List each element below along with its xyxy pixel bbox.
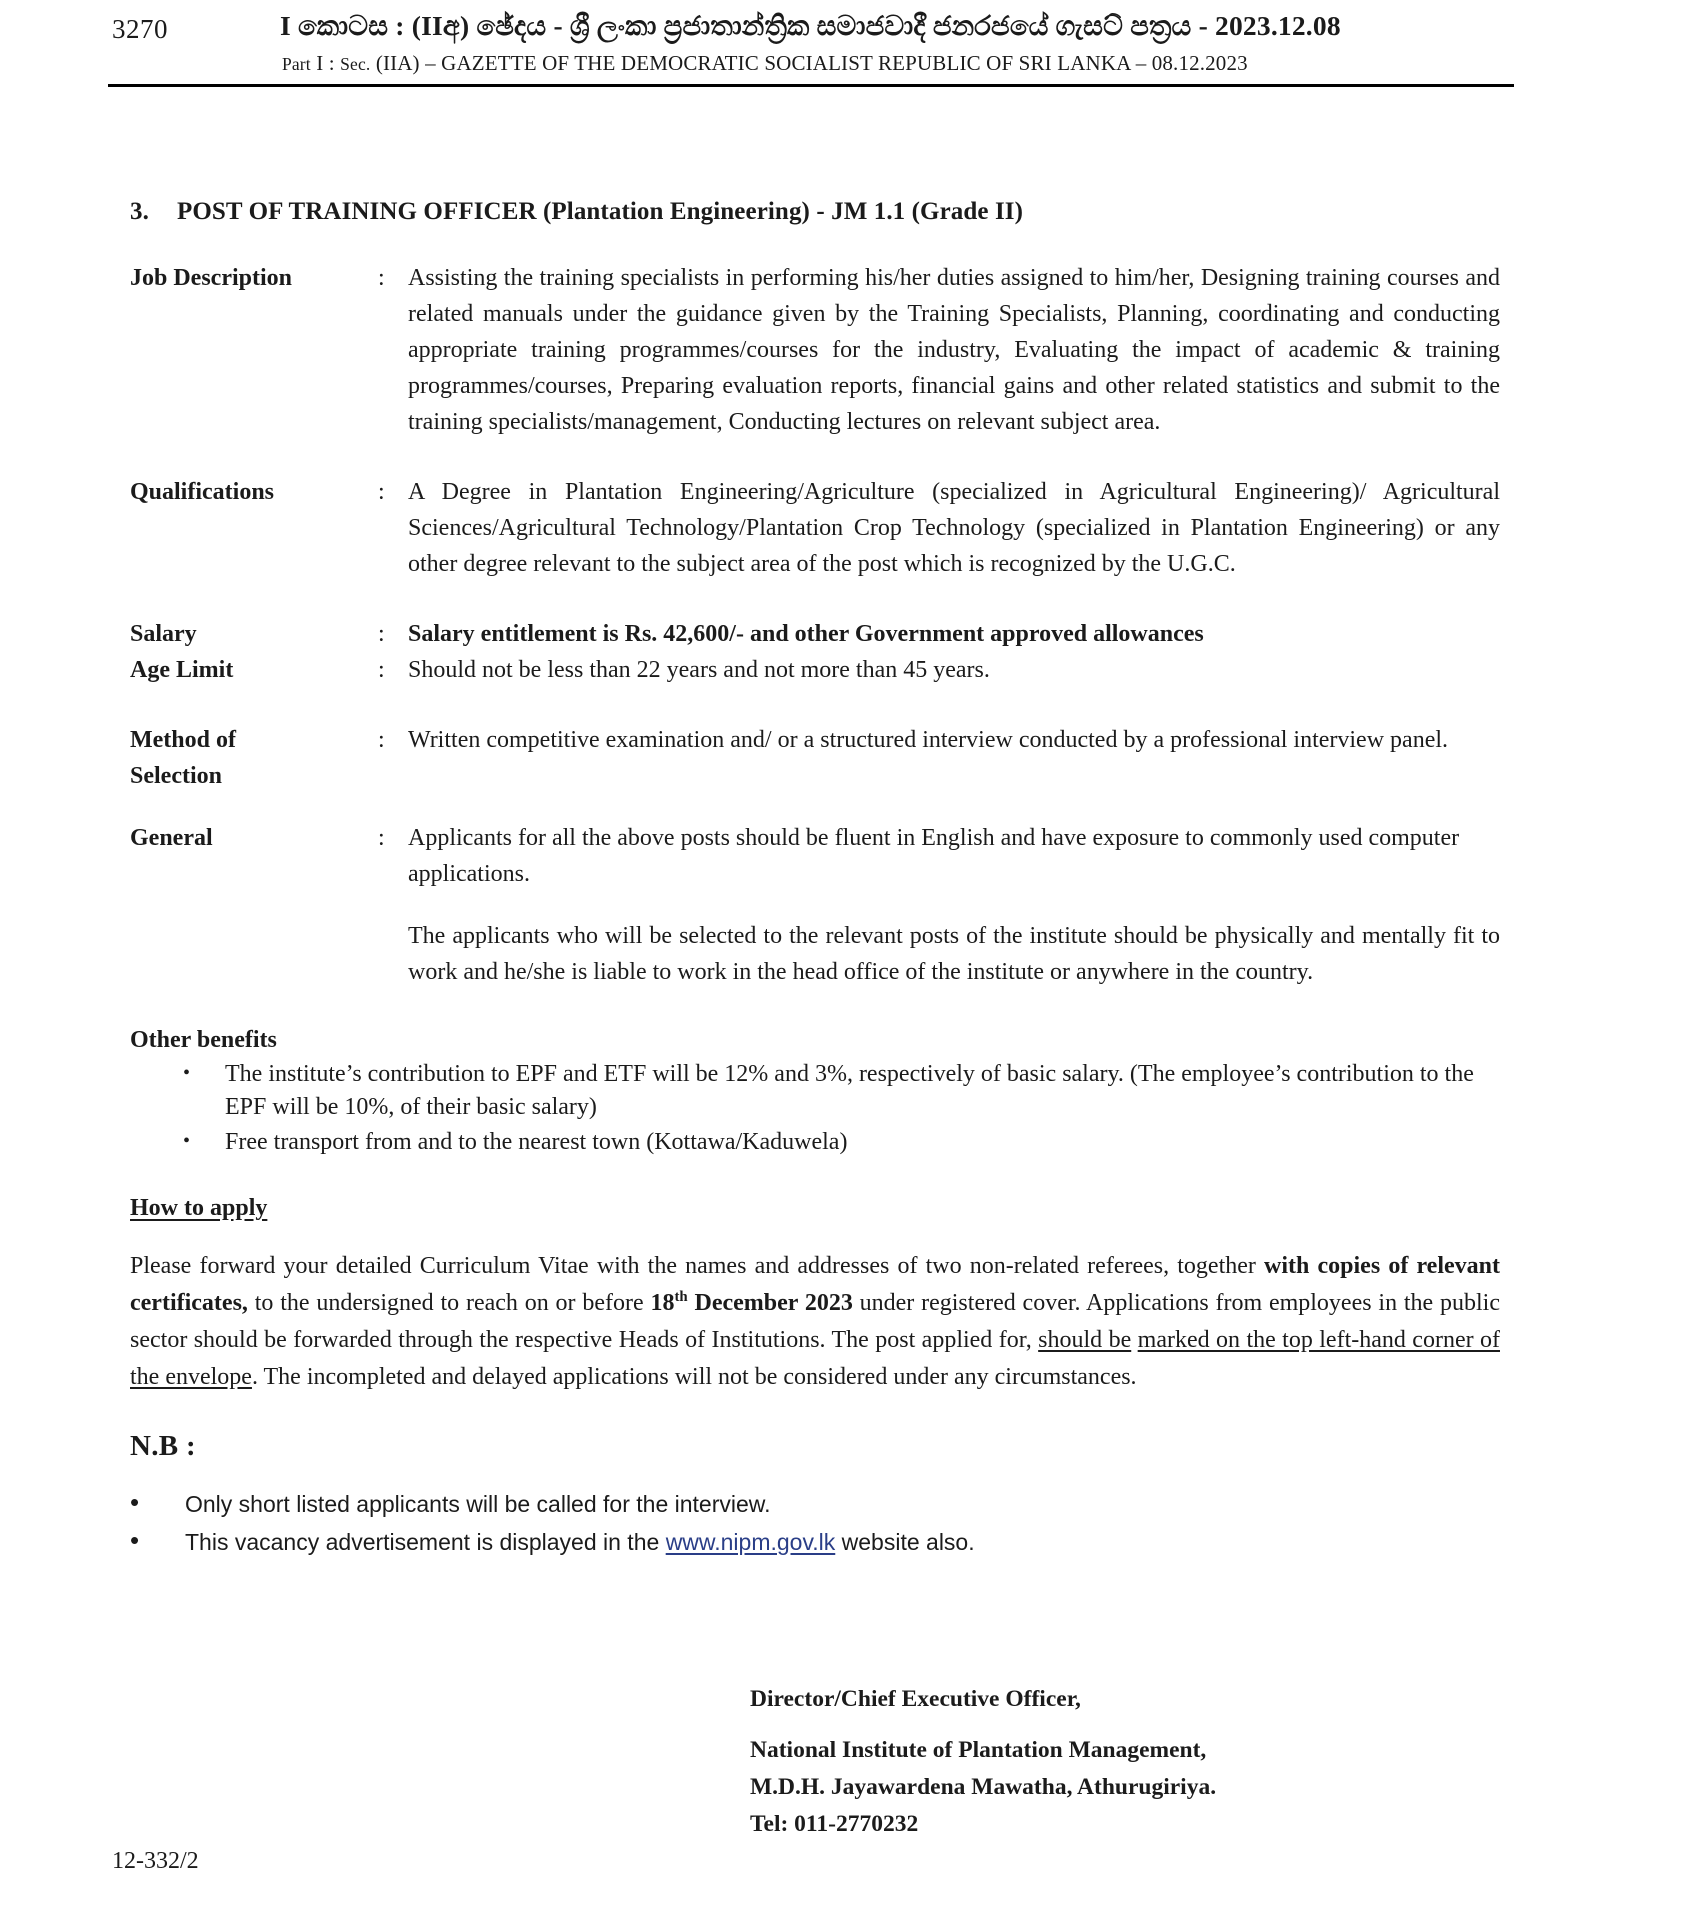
page-number: 3270 [112, 14, 168, 44]
header-divider [108, 84, 1514, 87]
apply-text-part-5: . The incompleted and delayed applications will not be considered under any circumstances. [251, 1364, 1137, 1390]
method-of-selection-value: Written competitive examination and/ or a structured interview conducted by a professional interview panel. [408, 727, 1449, 753]
header-part-label: Part [282, 54, 311, 74]
post-number: 3. [130, 198, 149, 225]
qualifications-colon: : [378, 479, 385, 505]
field-age-limit [130, 652, 1500, 688]
apply-text-part-3: under registered cover. Applications from employees in the public sector should be forwarded through the respective Heads of Institutions. The post applied for, [130, 1290, 1501, 1353]
apply-text-part-2: to the undersigned to reach on or before [247, 1290, 651, 1316]
list-item [130, 1523, 1500, 1561]
salary-colon: : [378, 621, 385, 647]
field-qualifications [130, 474, 1500, 582]
other-benefits-heading: Other benefits [130, 1027, 277, 1053]
signature-designation: Director/Chief Executive Officer, [750, 1686, 1081, 1712]
field-general-secondary [130, 918, 1500, 990]
method-label-line-1: Method of [130, 727, 236, 753]
general-value-second: The applicants who will be selected to the relevant posts of the institute should be physically and mentally fit to work and he/she is liable to work in the head office of the institute or anywhere in the country. [408, 923, 1500, 985]
header-english-line: Part I : Sec. (IIA) – GAZETTE OF THE DEMOCRATIC SOCIALIST REPUBLIC OF SRI LANKA – 08.12.2023 [282, 51, 1248, 75]
apply-underline-should-be: should be [1038, 1327, 1132, 1353]
salary-label: Salary [130, 621, 197, 647]
header-sec-label: Sec. [340, 54, 371, 74]
footer-reference: 12-332/2 [112, 1848, 199, 1874]
list-item: • Only short listed applicants will be called for the interview. [130, 1485, 1500, 1523]
apply-underline-envelope: marked on the top left-hand corner of the envelope [130, 1327, 1500, 1390]
nb-heading: N.B : [130, 1430, 196, 1462]
how-to-apply-paragraph [130, 1248, 1500, 1396]
nb-item2-pre: This vacancy advertisement is displayed in the [185, 1529, 666, 1555]
signature-block [750, 1681, 1500, 1843]
general-label: General [130, 825, 213, 851]
method-of-selection-label [130, 722, 378, 794]
apply-text-part-1: Please forward your detailed Curriculum Vitae with the names and addresses of two non-related referees, together [130, 1253, 1265, 1279]
post-title-text: POST OF TRAINING OFFICER (Plantation Engineering) - JM 1.1 (Grade II) [177, 198, 1024, 225]
apply-deadline-month-year: December 2023 [687, 1290, 853, 1316]
apply-bold-certificates: with copies of relevant certificates, [130, 1253, 1500, 1316]
job-description-value: Assisting the training specialists in performing his/her duties assigned to him/her, Designing training courses and related manuals under the guidance given by the Training Specialists, Planning, coordinating and conducting appropriate training programmes/courses for the industry, Evaluating the impact of academic & training programmes/courses, Preparing evaluation reports, financial gains and other related statistics and submit to the training specialists/management, Conducting lectures on relevant subject area. [408, 265, 1500, 435]
field-salary [130, 616, 1500, 652]
header-english-rest: (IIA) – GAZETTE OF THE DEMOCRATIC SOCIALIST REPUBLIC OF SRI LANKA – 08.12.2023 [375, 51, 1248, 75]
page-content [112, 0, 1501, 1843]
field-method-of-selection [130, 722, 1500, 794]
job-description-label: Job Description [130, 265, 292, 291]
age-limit-colon: : [378, 657, 385, 683]
general-value-first: Applicants for all the above posts should be fluent in English and have exposure to commonly used computer applications. [408, 825, 1460, 887]
salary-value: Salary entitlement is Rs. 42,600/- and other Government approved allowances [408, 621, 1204, 647]
post-title [130, 198, 1500, 226]
nb-list [130, 1485, 1500, 1561]
field-job-description [130, 260, 1500, 440]
qualifications-label: Qualifications [130, 479, 275, 505]
header-sinhala-line: I කොටස : (IIඅ) ඡේදය - ශ්‍රී ලංකා ප්‍රජාතාන්ත්‍රික සමාජවාදී ජනරජයේ ගැසට් පත්‍රය - 2023.12.08 [280, 10, 1341, 41]
how-to-apply-block [130, 1195, 1500, 1222]
job-description-colon: : [378, 265, 385, 291]
list-item: • The institute’s contribution to EPF and ETF will be 12% and 3%, respectively of basic salary. (The employee’s contribution to the EPF will be 10%, of their basic salary) [130, 1058, 1500, 1124]
signature-address: M.D.H. Jayawardena Mawatha, Athurugiriya. [750, 1774, 1217, 1800]
apply-deadline-day: 18 [650, 1290, 675, 1316]
signature-institute: National Institute of Plantation Management, [750, 1737, 1207, 1763]
field-general [130, 820, 1500, 892]
general-colon: : [378, 825, 385, 851]
qualifications-value: A Degree in Plantation Engineering/Agriculture (specialized in Agricultural Engineering)/ Agricultural Sciences/Agricultural Technology/Plantation Crop Technology (specialized in Plantation Engineering) or any other degree relevant to the subject area of the post which is recognized by the U.G.C. [408, 479, 1500, 577]
age-limit-value: Should not be less than 22 years and not more than 45 years. [408, 657, 990, 683]
method-label-line-2: Selection [130, 763, 222, 789]
method-colon: : [378, 727, 385, 753]
nipm-website-link[interactable]: www.nipm.gov.lk [665, 1529, 836, 1555]
how-to-apply-heading: How to apply [130, 1195, 268, 1221]
age-limit-label: Age Limit [130, 657, 234, 683]
signature-telephone: Tel: 011-2770232 [750, 1811, 919, 1837]
header-part-roman: I [316, 51, 324, 75]
apply-deadline-suffix: th [674, 1289, 688, 1305]
page-header [112, 0, 1500, 86]
list-item: • Free transport from and to the nearest town (Kottawa/Kaduwela) [130, 1126, 1500, 1159]
other-benefits-list [130, 1058, 1500, 1159]
nb-item2-post: website also. [835, 1529, 975, 1555]
